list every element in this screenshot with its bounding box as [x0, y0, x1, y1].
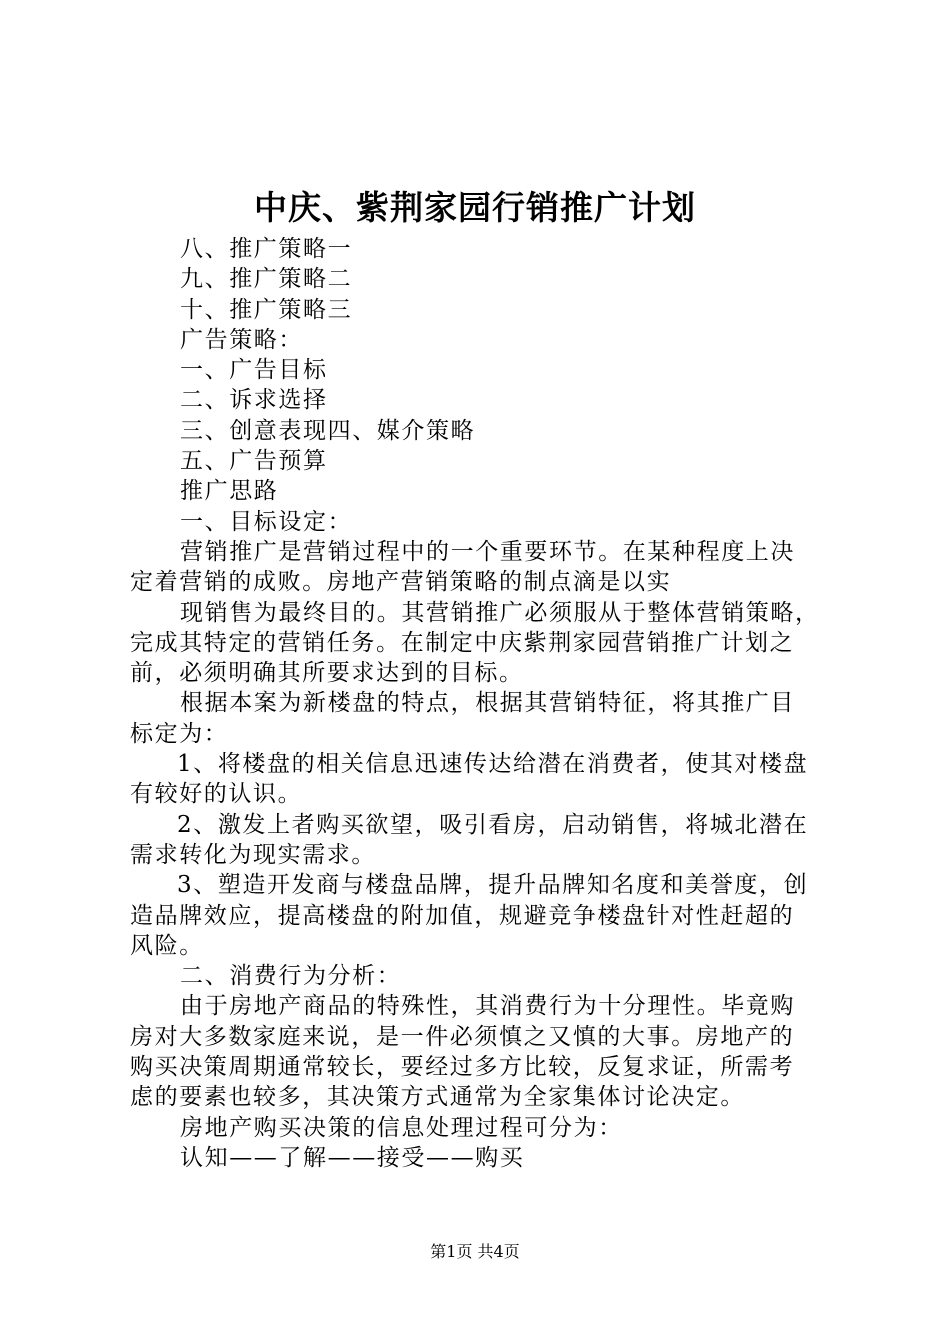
paragraph-line: 购买决策周期通常较长，要经过多方比较，反复求证，所需考	[130, 1054, 795, 1081]
outline-item: 五、广告预算	[180, 448, 328, 475]
page-footer: 第1页 共4页	[430, 1242, 520, 1261]
section-heading: 二、消费行为分析：	[180, 963, 402, 990]
paragraph-line: 定着营销的成败。房地产营销策略的制点滴是以实	[130, 569, 672, 596]
outline-item: 八、推广策略一	[180, 236, 353, 262]
list-item: 2、激发上者购买欲望，吸引看房，启动销售，将城北潜在	[177, 811, 809, 838]
list-item: 3、塑造开发商与楼盘品牌，提升品牌知名度和美誉度，创	[177, 872, 809, 899]
paragraph-line: 房对大多数家庭来说，是一件必须慎之又慎的大事。房地产的	[130, 1023, 795, 1050]
paragraph-line: 虑的要素也较多，其决策方式通常为全家集体讨论决定。	[130, 1084, 745, 1111]
paragraph-line: 风险。	[130, 932, 204, 959]
paragraph-line: 前，必须明确其所要求达到的目标。	[130, 660, 524, 687]
paragraph-line: 标定为：	[130, 720, 229, 747]
document-body	[130, 234, 830, 1173]
document-title: 中庆、紫荆家园行销推广计划	[254, 188, 696, 227]
paragraph-line: 现销售为最终目的。其营销推广必须服从于整体营销策略，	[180, 599, 820, 626]
paragraph-line: 有较好的认识。	[130, 781, 303, 808]
section-heading: 一、目标设定：	[180, 508, 353, 535]
paragraph-line: 需求转化为现实需求。	[130, 841, 376, 868]
paragraph-line: 完成其特定的营销任务。在制定中庆紫荆家园营销推广计划之	[130, 629, 795, 656]
outline-item: 九、推广策略二	[180, 266, 353, 293]
outline-item: 一、广告目标	[180, 357, 328, 384]
paragraph-line: 房地产购买决策的信息处理过程可分为：	[180, 1114, 623, 1141]
paragraph-line: 由于房地产商品的特殊性，其消费行为十分理性。毕竟购	[180, 993, 795, 1020]
section-heading: 推广思路	[180, 478, 279, 505]
outline-item: 二、诉求选择	[180, 387, 328, 414]
outline-item: 十、推广策略三	[180, 296, 353, 323]
paragraph-line: 造品牌效应，提高楼盘的附加值，规避竞争楼盘针对性赶超的	[130, 902, 795, 929]
list-item: 1、将楼盘的相关信息迅速传达给潜在消费者，使其对楼盘	[177, 751, 809, 778]
section-heading: 广告策略：	[180, 326, 303, 353]
paragraph-line: 根据本案为新楼盘的特点，根据其营销特征，将其推广目	[180, 690, 795, 717]
paragraph-line: 营销推广是营销过程中的一个重要环节。在某种程度上决	[180, 538, 795, 565]
paragraph-line: 认知——了解——接受——购买	[180, 1144, 525, 1171]
outline-item: 三、创意表现四、媒介策略	[180, 417, 476, 444]
